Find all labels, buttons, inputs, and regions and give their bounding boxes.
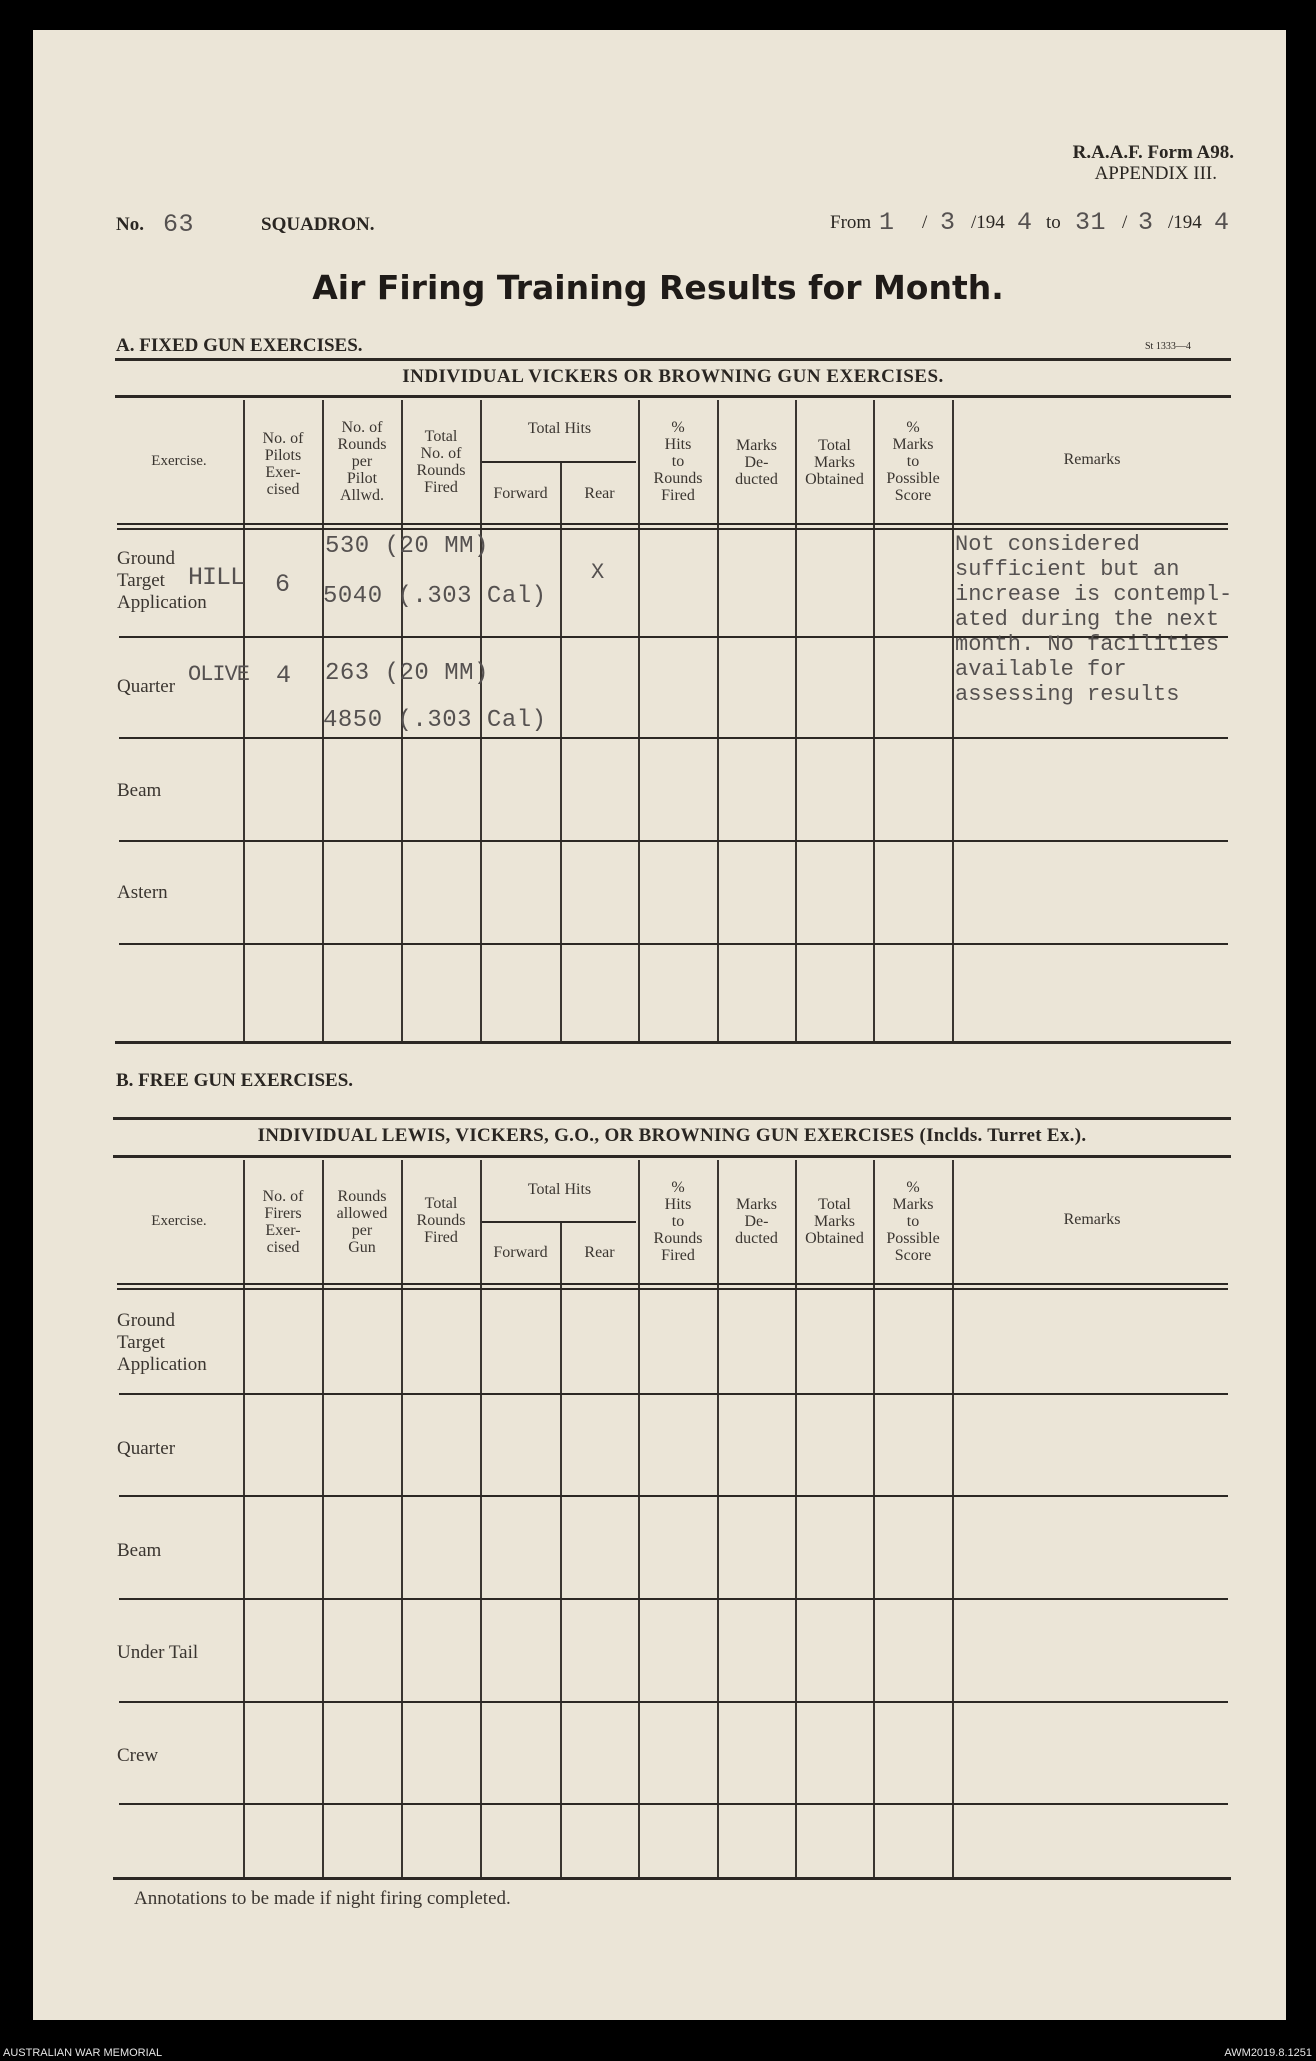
col-total-marks: Total Marks Obtained xyxy=(805,437,864,488)
row-a-beam: Beam xyxy=(117,780,162,801)
col-b-total-marks: Total Marks Obtained xyxy=(805,1196,864,1247)
page-title: Air Firing Training Results for Month. xyxy=(312,268,1004,307)
to-year-digit: 4 xyxy=(1214,208,1230,237)
remarks-text: Not considered sufficient but an increase is contempl- ated during the next month. No facilities available for assessing results xyxy=(955,532,1233,707)
col-b-rounds: Rounds allowed per Gun xyxy=(336,1188,388,1256)
section-a-subheading: INDIVIDUAL VICKERS OR BROWNING GUN EXERCISES. xyxy=(402,366,944,387)
section-a-bottom-rule xyxy=(115,1041,1231,1044)
squadron-label: SQUADRON. xyxy=(261,214,375,235)
form-number: R.A.A.F. Form A98. xyxy=(1072,142,1234,163)
from-day: 1 xyxy=(879,208,895,237)
section-b-bottom-rule xyxy=(113,1877,1231,1880)
to-month: 3 xyxy=(1138,208,1154,237)
row-b-quarter: Quarter xyxy=(117,1438,176,1459)
from-year-digit: 4 xyxy=(1017,208,1033,237)
row-a-quarter: Quarter xyxy=(117,676,176,697)
row-b-ground-target: Ground Target Application xyxy=(117,1310,207,1375)
to-slash: / xyxy=(1122,212,1128,233)
col-pct-hits: % Hits to Rounds Fired xyxy=(653,419,703,504)
from-month: 3 xyxy=(940,208,956,237)
footer-accession: AWM2019.8.1251 xyxy=(1224,2047,1312,2059)
row-a-ground-target: Ground Target Application xyxy=(117,548,207,613)
to-label: to xyxy=(1046,212,1061,233)
col-marks-deducted: Marks De- ducted xyxy=(735,437,778,488)
gta-rounds-20mm: 530 (20 MM) xyxy=(325,533,489,560)
appendix-label: APPENDIX III. xyxy=(1094,163,1217,184)
squadron-number: 63 xyxy=(163,210,195,239)
row-b-beam: Beam xyxy=(117,1540,162,1561)
col-b-total-rounds: Total Rounds Fired xyxy=(416,1195,466,1246)
gta-rear-mark: X xyxy=(591,560,605,585)
section-b-heading: B. FREE GUN EXERCISES. xyxy=(116,1070,354,1091)
col-forward: Forward xyxy=(493,485,548,502)
col-pct-marks: % Marks to Possible Score xyxy=(886,419,940,504)
col-b-rear: Rear xyxy=(584,1244,615,1261)
section-a-heading: A. FIXED GUN EXERCISES. xyxy=(116,335,363,356)
gta-code: HILL xyxy=(188,563,245,592)
to-day: 31 xyxy=(1075,208,1107,237)
from-label: From xyxy=(830,212,872,233)
quarter-code: OLIVE xyxy=(188,662,250,687)
quarter-rounds-20mm: 263 (20 MM) xyxy=(325,660,489,687)
row-b-under-tail: Under Tail xyxy=(117,1642,199,1663)
quarter-rounds-303: 4850 (.303 Cal) xyxy=(323,707,547,734)
from-slash: / xyxy=(922,212,928,233)
quarter-pilots: 4 xyxy=(276,661,292,690)
col-remarks: Remarks xyxy=(1063,451,1121,468)
night-firing-note: Annotations to be made if night firing completed. xyxy=(134,1888,511,1909)
col-pilots: No. of Pilots Exer- cised xyxy=(262,430,304,498)
col-b-marks-deducted: Marks De- ducted xyxy=(735,1196,778,1247)
row-a-astern: Astern xyxy=(117,882,168,903)
from-year-prefix: /194 xyxy=(971,212,1005,233)
section-a-top-rule xyxy=(115,358,1231,361)
col-b-forward: Forward xyxy=(493,1244,548,1261)
col-exercise: Exercise. xyxy=(151,453,207,469)
gta-rounds-303: 5040 (.303 Cal) xyxy=(323,583,547,610)
section-b-subheading-rule xyxy=(113,1155,1231,1158)
section-a-subheading-rule xyxy=(115,395,1231,398)
col-rounds: No. of Rounds per Pilot Allwd. xyxy=(337,419,387,504)
col-b-pct-hits: % Hits to Rounds Fired xyxy=(653,1179,703,1264)
row-b-crew: Crew xyxy=(117,1745,159,1766)
col-rear: Rear xyxy=(584,485,615,502)
form-code: St 1333—4 xyxy=(1145,341,1191,352)
col-b-exercise: Exercise. xyxy=(151,1213,207,1229)
gta-pilots: 6 xyxy=(275,570,291,599)
col-total-hits: Total Hits xyxy=(527,420,592,437)
col-b-pct-marks: % Marks to Possible Score xyxy=(886,1179,940,1264)
form-sheet xyxy=(33,30,1286,2020)
col-b-firers: No. of Firers Exer- cised xyxy=(262,1188,304,1256)
col-total-rounds: Total No. of Rounds Fired xyxy=(416,428,466,496)
footer-credit: AUSTRALIAN WAR MEMORIAL xyxy=(3,2047,163,2059)
no-label: No. xyxy=(116,214,144,235)
section-b-top-rule xyxy=(113,1117,1231,1120)
to-year-prefix: /194 xyxy=(1168,212,1202,233)
section-b-subheading: INDIVIDUAL LEWIS, VICKERS, G.O., OR BROWNING GUN EXERCISES (Inclds. Turret Ex.). xyxy=(257,1125,1087,1146)
col-b-remarks: Remarks xyxy=(1063,1211,1121,1228)
col-b-total-hits: Total Hits xyxy=(527,1181,592,1198)
